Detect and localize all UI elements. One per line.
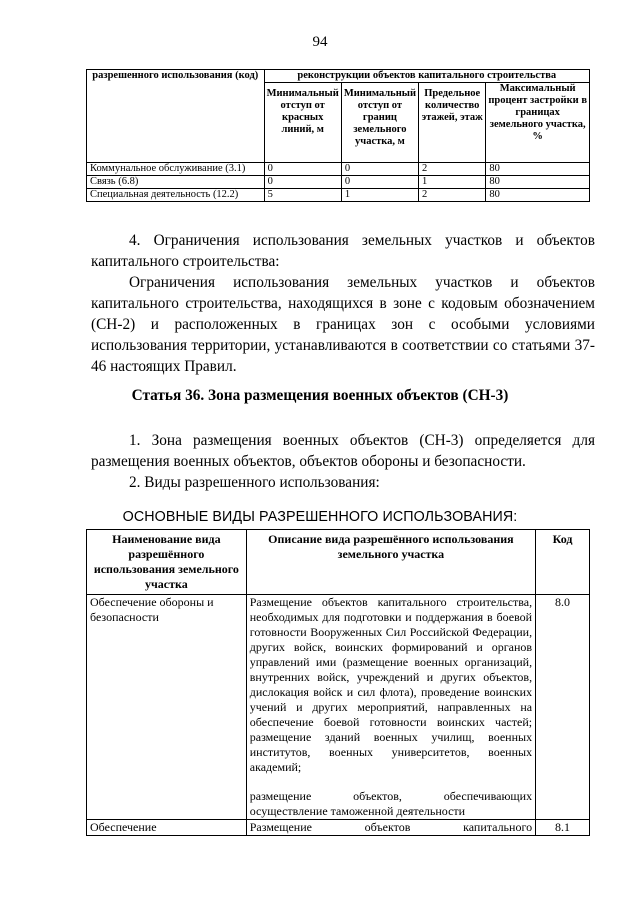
paragraph-4: 4. Ограничения использования земельных участков и объектов капитального строительства: [91,232,595,270]
paragraph-4-body: Ограничения использования земельных участков и объектов капитального строительства, находящихся в зоне с кодовым обозначением (СН-2) и расположенных в границах зон с особыми условиями использования территории, устанавливаются в соответствии со статьями 37-46 настоящих Правил. [91,274,595,375]
table2-description-part: Размещение объектов капитального строительства, необходимых для подготовки и поддержания в боевой готовности Вооруженных Сил Российской Федерации, других войск, воинских формирований и органов управлений ими (размещение военных организаций, внутренних войск, учреждений и других объектов, дислокация войск и сил флота), проведение воинских учений и других мероприятий, направленных на обеспечение боевой готовности воинских частей; размещение зданий военных училищ, военных институтов, военных университетов, военных академий; [249,595,533,774]
table2-use-description: Размещение объектов капитального [246,820,535,836]
table1-subheader: Предельное количество этажей, этаж [419,83,486,163]
table1-cell: 80 [486,176,590,189]
paragraph-1: 1. Зона размещения военных объектов (СН-3) определяется для размещения военных объектов, объектов обороны и безопасности. [91,432,595,470]
table2-use-name: Обеспечение [87,820,247,836]
table1-head-left: разрешенного использования (код) [87,70,265,163]
article-title: Статья 36. Зона размещения военных объектов (СН-3) [131,387,509,404]
table1-cell: 2 [419,189,486,202]
table-row [87,820,590,836]
table2-header-name: Наименование вида разрешённого использования земельного участка [87,530,247,595]
table1-cell: 80 [486,189,590,202]
table1-cell: 5 [264,189,341,202]
table1-cell: 1 [419,176,486,189]
table-row [87,176,590,189]
table1-cell: Специальная деятельность (12.2) [87,189,265,202]
table1-cell: Связь (6.8) [87,176,265,189]
table1-cell: Коммунальное обслуживание (3.1) [87,163,265,176]
table1-cell: 80 [486,163,590,176]
page-number: 94 [312,34,328,50]
table1-subheader: Минимальный отступ от красных линий, м [264,83,341,163]
table2-header-code: Код [536,530,590,595]
table2-description-part: размещение объектов, обеспечивающих осуществление таможенной деятельности [249,789,533,818]
permitted-uses-table [86,529,590,836]
table1-cell: 1 [341,189,418,202]
table-row [87,595,590,820]
table1-head-right: реконструкции объектов капитального строительства [264,70,589,83]
table1-subheader: Минимальный отступ от границ земельного участка, м [341,83,418,163]
table2-use-name: Обеспечение обороны и безопасности [87,595,247,820]
paragraph-2: 2. Виды разрешенного использования: [129,474,380,491]
table-row [87,163,590,176]
table1-cell: 0 [264,176,341,189]
basic-uses-title: ОСНОВНЫЕ ВИДЫ РАЗРЕШЕННОГО ИСПОЛЬЗОВАНИЯ: [122,509,518,525]
table1-subheader: Максимальный процент застройки в границах земельного участка, % [486,83,590,163]
table1-cell: 0 [264,163,341,176]
table1-cell: 2 [419,163,486,176]
table2-use-description [246,595,535,820]
table2-use-code: 8.1 [536,820,590,836]
table2-use-code: 8.0 [536,595,590,820]
table1-cell: 0 [341,176,418,189]
table2-header-desc: Описание вида разрешённого использования земельного участка [246,530,535,595]
parameters-table [86,69,590,202]
table-row [87,189,590,202]
table1-cell: 0 [341,163,418,176]
